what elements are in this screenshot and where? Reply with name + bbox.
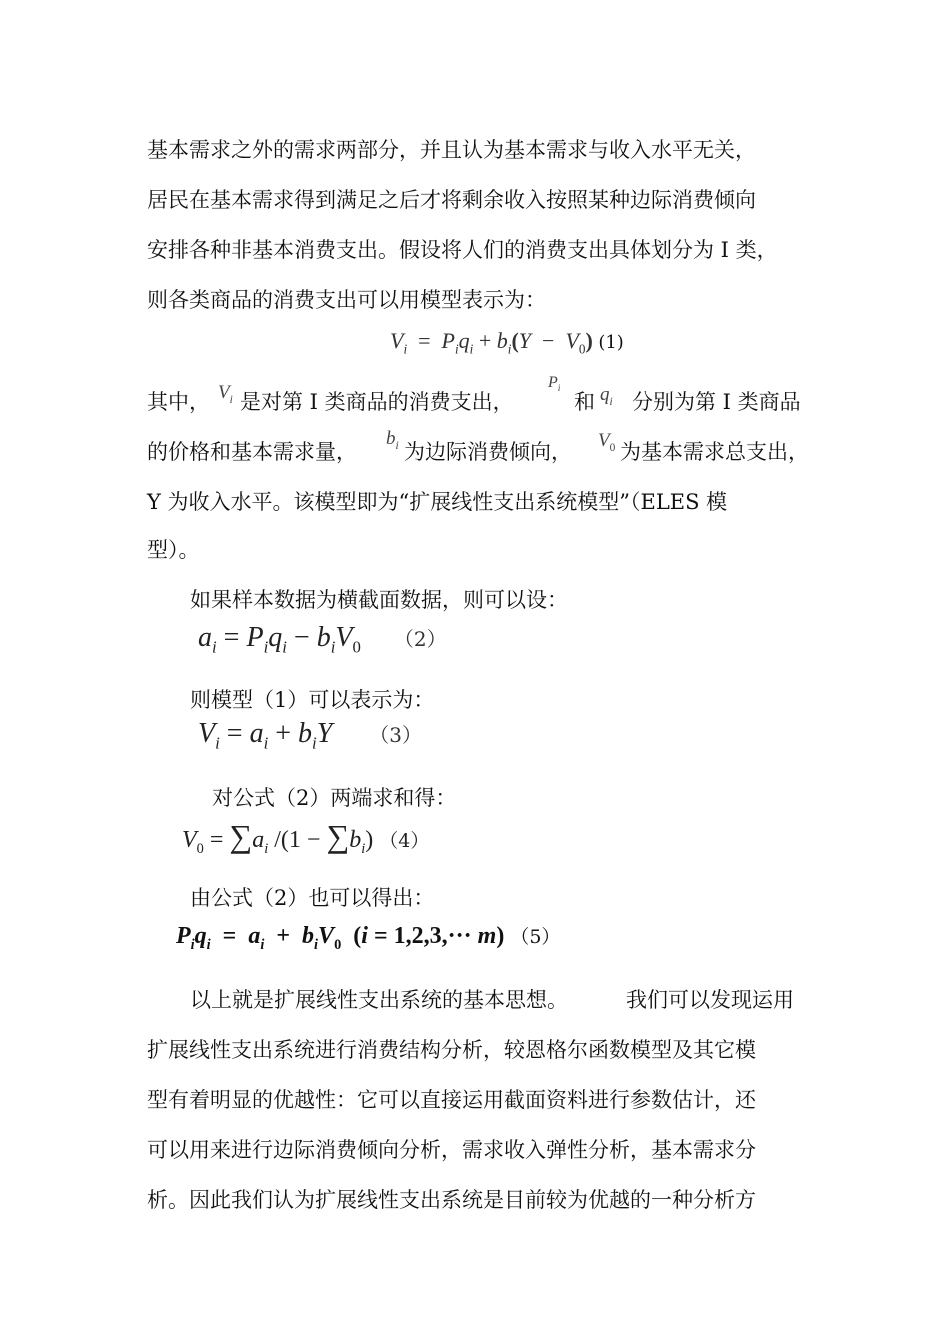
equation-5-range: 1,2,3,···	[393, 923, 472, 949]
conclusion-line-3: 型有着明显的优越性：它可以直接运用截面资料进行参数估计，还	[147, 1088, 756, 1112]
paragraph-2-line-2-mid: 为边际消费倾向，	[404, 440, 572, 464]
model-expression-text: 则模型（1）可以表示为：	[190, 688, 435, 712]
conclusion-line-1-end: 我们可以发现运用	[626, 988, 794, 1012]
equation-4-tag: （4）	[379, 830, 430, 852]
paragraph-1-line-4: 则各类商品的消费支出可以用模型表示为：	[147, 288, 546, 312]
equation-5-tag: （5）	[510, 926, 561, 948]
equation-5: $P_iq_i = a_i + b_iV_0$ (i = 1,2,3,··· m) （5）	[176, 923, 561, 953]
paragraph-2-line-2-start: 的价格和基本需求量，	[147, 440, 357, 464]
paragraph-2-line-4: 型）。	[147, 538, 200, 562]
paragraph-1-line-2: 居民在基本需求得到满足之后才将剩余收入按照某种边际消费倾向	[147, 188, 756, 212]
equation-2-tag: （2）	[393, 627, 447, 651]
paragraph-2-line-1-start: 其中，	[147, 390, 210, 414]
equation-1-tag: (1)	[598, 332, 624, 353]
conclusion-line-5: 析。因此我们认为扩展线性支出系统是目前较为优越的一种分析方	[147, 1188, 756, 1212]
cross-section-text: 如果样本数据为横截面数据，则可以设：	[190, 588, 568, 612]
equation-3-tag: （3）	[369, 723, 423, 747]
equation-4: $V_0 = \sum a_i$ $/(1 - \sum b_i)$ （4）	[182, 818, 430, 857]
equation-2: $a_i = P_iq_i - b_iV_0$ （2）	[198, 622, 447, 657]
symbol-vi: $V_i$	[218, 382, 233, 406]
paragraph-2-line-1-end: 分别为第 I 类商品	[632, 390, 801, 414]
paragraph-1-line-3: 安排各种非基本消费支出。假设将人们的消费支出具体划分为 I 类，	[147, 238, 778, 262]
paragraph-1-line-1: 基本需求之外的需求两部分，并且认为基本需求与收入水平无关，	[147, 138, 756, 162]
symbol-pi: $P_i$	[548, 374, 561, 395]
equation-1: $V_i = P_iq_i + b_i(Y - V_0)$ (1)	[390, 328, 624, 357]
symbol-qi: $q_i$	[600, 384, 613, 408]
paragraph-2-line-3: Y 为收入水平。该模型即为“扩展线性支出系统模型”（ELES 模	[147, 490, 728, 514]
equation-3: $V_i = a_i + b_iY$ （3）	[198, 718, 423, 753]
symbol-v0: $V_0$	[598, 430, 616, 454]
conclusion-line-4: 可以用来进行边际消费倾向分析，需求收入弹性分析，基本需求分	[147, 1138, 756, 1162]
paragraph-2-line-1-and: 和	[574, 390, 595, 414]
sum-text: 对公式（2）两端求和得：	[212, 786, 457, 810]
conclusion-line-1-start: 以上就是扩展线性支出系统的基本思想。	[190, 988, 568, 1012]
symbol-bi: $b_i$	[386, 428, 399, 452]
conclusion-line-2: 扩展线性支出系统进行消费结构分析，较恩格尔函数模型及其它模	[147, 1038, 756, 1062]
paragraph-2-line-2-end: 为基本需求总支出，	[620, 440, 809, 464]
paragraph-2-line-1-mid: 是对第 I 类商品的消费支出，	[240, 390, 514, 414]
derive-text: 由公式（2）也可以得出：	[190, 886, 435, 910]
